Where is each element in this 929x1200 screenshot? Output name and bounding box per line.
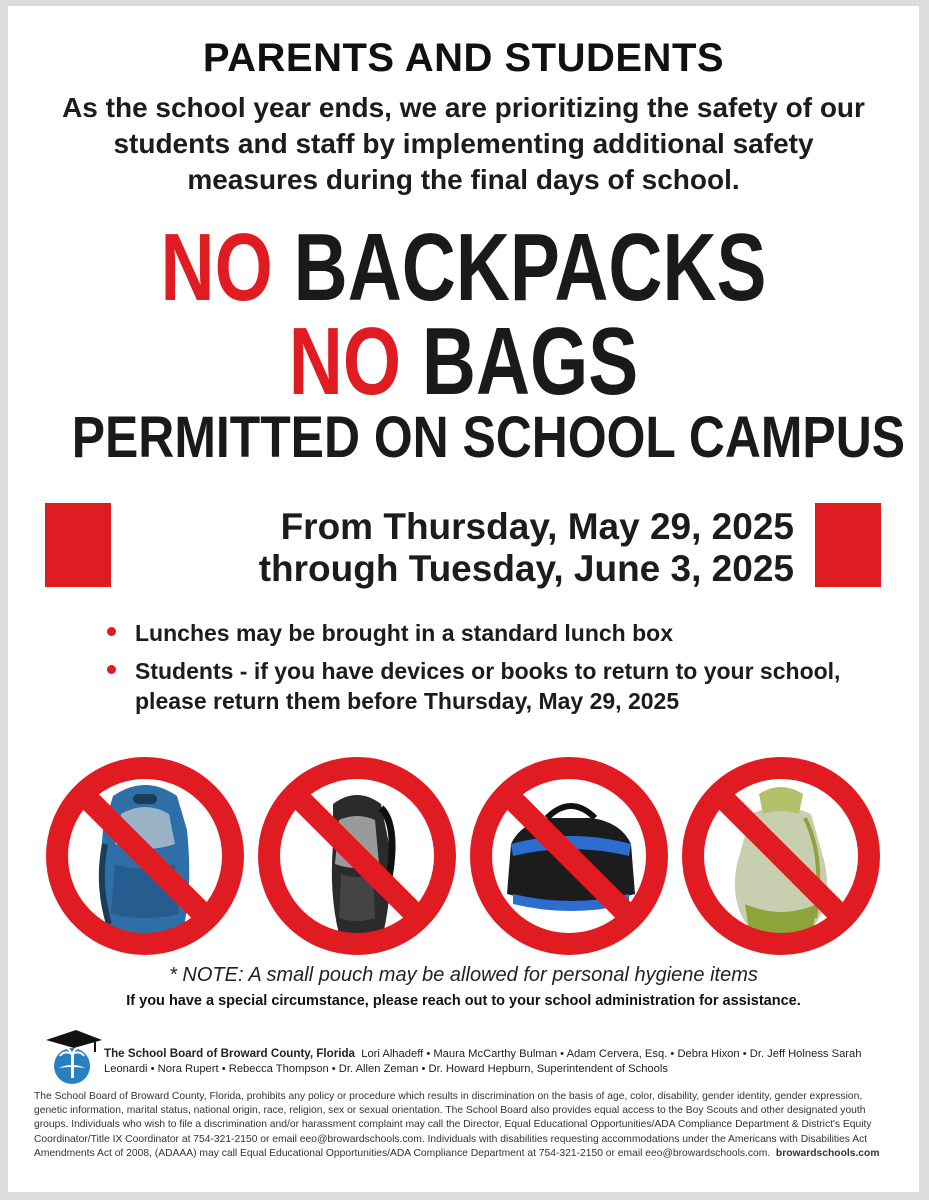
prohibition-icon <box>269 768 445 944</box>
rules-list <box>103 618 883 724</box>
list-item: Students - if you have devices or books to return to your school, please return them before Thursday, May 29, 2025 <box>103 656 883 716</box>
red-square-right <box>815 503 881 587</box>
bullet-dot-icon <box>107 627 116 636</box>
board-info <box>104 1046 904 1077</box>
headline-bags: BAGS <box>421 308 639 415</box>
school-board-logo-icon <box>44 1024 104 1086</box>
intro-text: As the school year ends, we are prioritizing the safety of our students and staff by implementing additional safety measures during the final days of school. <box>62 92 865 195</box>
website-link[interactable]: browardschools.com <box>775 1147 880 1159</box>
list-item: Lunches may be brought in a standard lunch box <box>103 618 883 648</box>
headline-no-1: NO <box>160 214 273 321</box>
prohibition-icon <box>481 768 657 944</box>
date-through: through Tuesday, June 3, 2025 <box>258 548 794 589</box>
headline-no-bags <box>108 308 819 415</box>
red-square-left <box>45 503 111 587</box>
bullet-dot-icon <box>107 665 116 674</box>
disclaimer-text: The School Board of Broward County, Florida, prohibits any policy or procedure which results in discrimination on the basis of age, color, disability, gender identity, gender expression, genetic information, marital status, national origin, race, religion, sex or sexual orientation. The School Board also provides equal access to the Boy Scouts and other designated youth groups. Individuals who wish to file a discrimination and/or harassment complaint may call the Director, Equal Educational Opportunities/ADA Compliance Department & District's Equity Coordinator/Title IX Coordinator at 754-321-2150 or email eeo@browardschools.com. Individuals with disabilities requesting accommodations under the Americans with Disabilities Act Amendments Act of 2008, (ADAAA) may call Equal Educational Opportunities/ADA Compliance Department at 754-321-2150 or email eeo@browardschools.com. <box>34 1091 872 1159</box>
prohibited-items-row <box>43 754 893 964</box>
pouch-note: * NOTE: A small pouch may be allowed for personal hygiene items <box>169 964 758 986</box>
prohibition-icon <box>57 768 233 944</box>
date-from: From Thursday, May 29, 2025 <box>280 506 794 547</box>
nondiscrimination-statement <box>34 1090 894 1161</box>
board-name: The School Board of Broward County, Florida <box>104 1047 355 1060</box>
no-sign-overlay <box>43 754 893 964</box>
date-range <box>128 506 794 590</box>
flyer-page <box>8 6 919 1192</box>
headline-permitted: PERMITTED ON SCHOOL CAMPUS <box>71 405 906 470</box>
headline-no-backpacks <box>108 214 819 321</box>
page-title: PARENTS AND STUDENTS <box>202 36 725 80</box>
assistance-text: If you have a special circumstance, please reach out to your school administration for assistance. <box>126 993 801 1009</box>
board-members: Lori Alhadeff • Maura McCarthy Bulman • Adam Cervera, Esq. • Debra Hixon • Dr. Jeff Holness Sarah Leonardi • Nora Rupert • Rebecca Thompson • Dr. Allen Zeman • Dr. Howard Hepburn, Superintendent of Schools <box>104 1048 862 1075</box>
headline-backpacks: BACKPACKS <box>293 214 767 321</box>
headline-no-2: NO <box>288 308 402 415</box>
prohibition-icon <box>693 768 869 944</box>
